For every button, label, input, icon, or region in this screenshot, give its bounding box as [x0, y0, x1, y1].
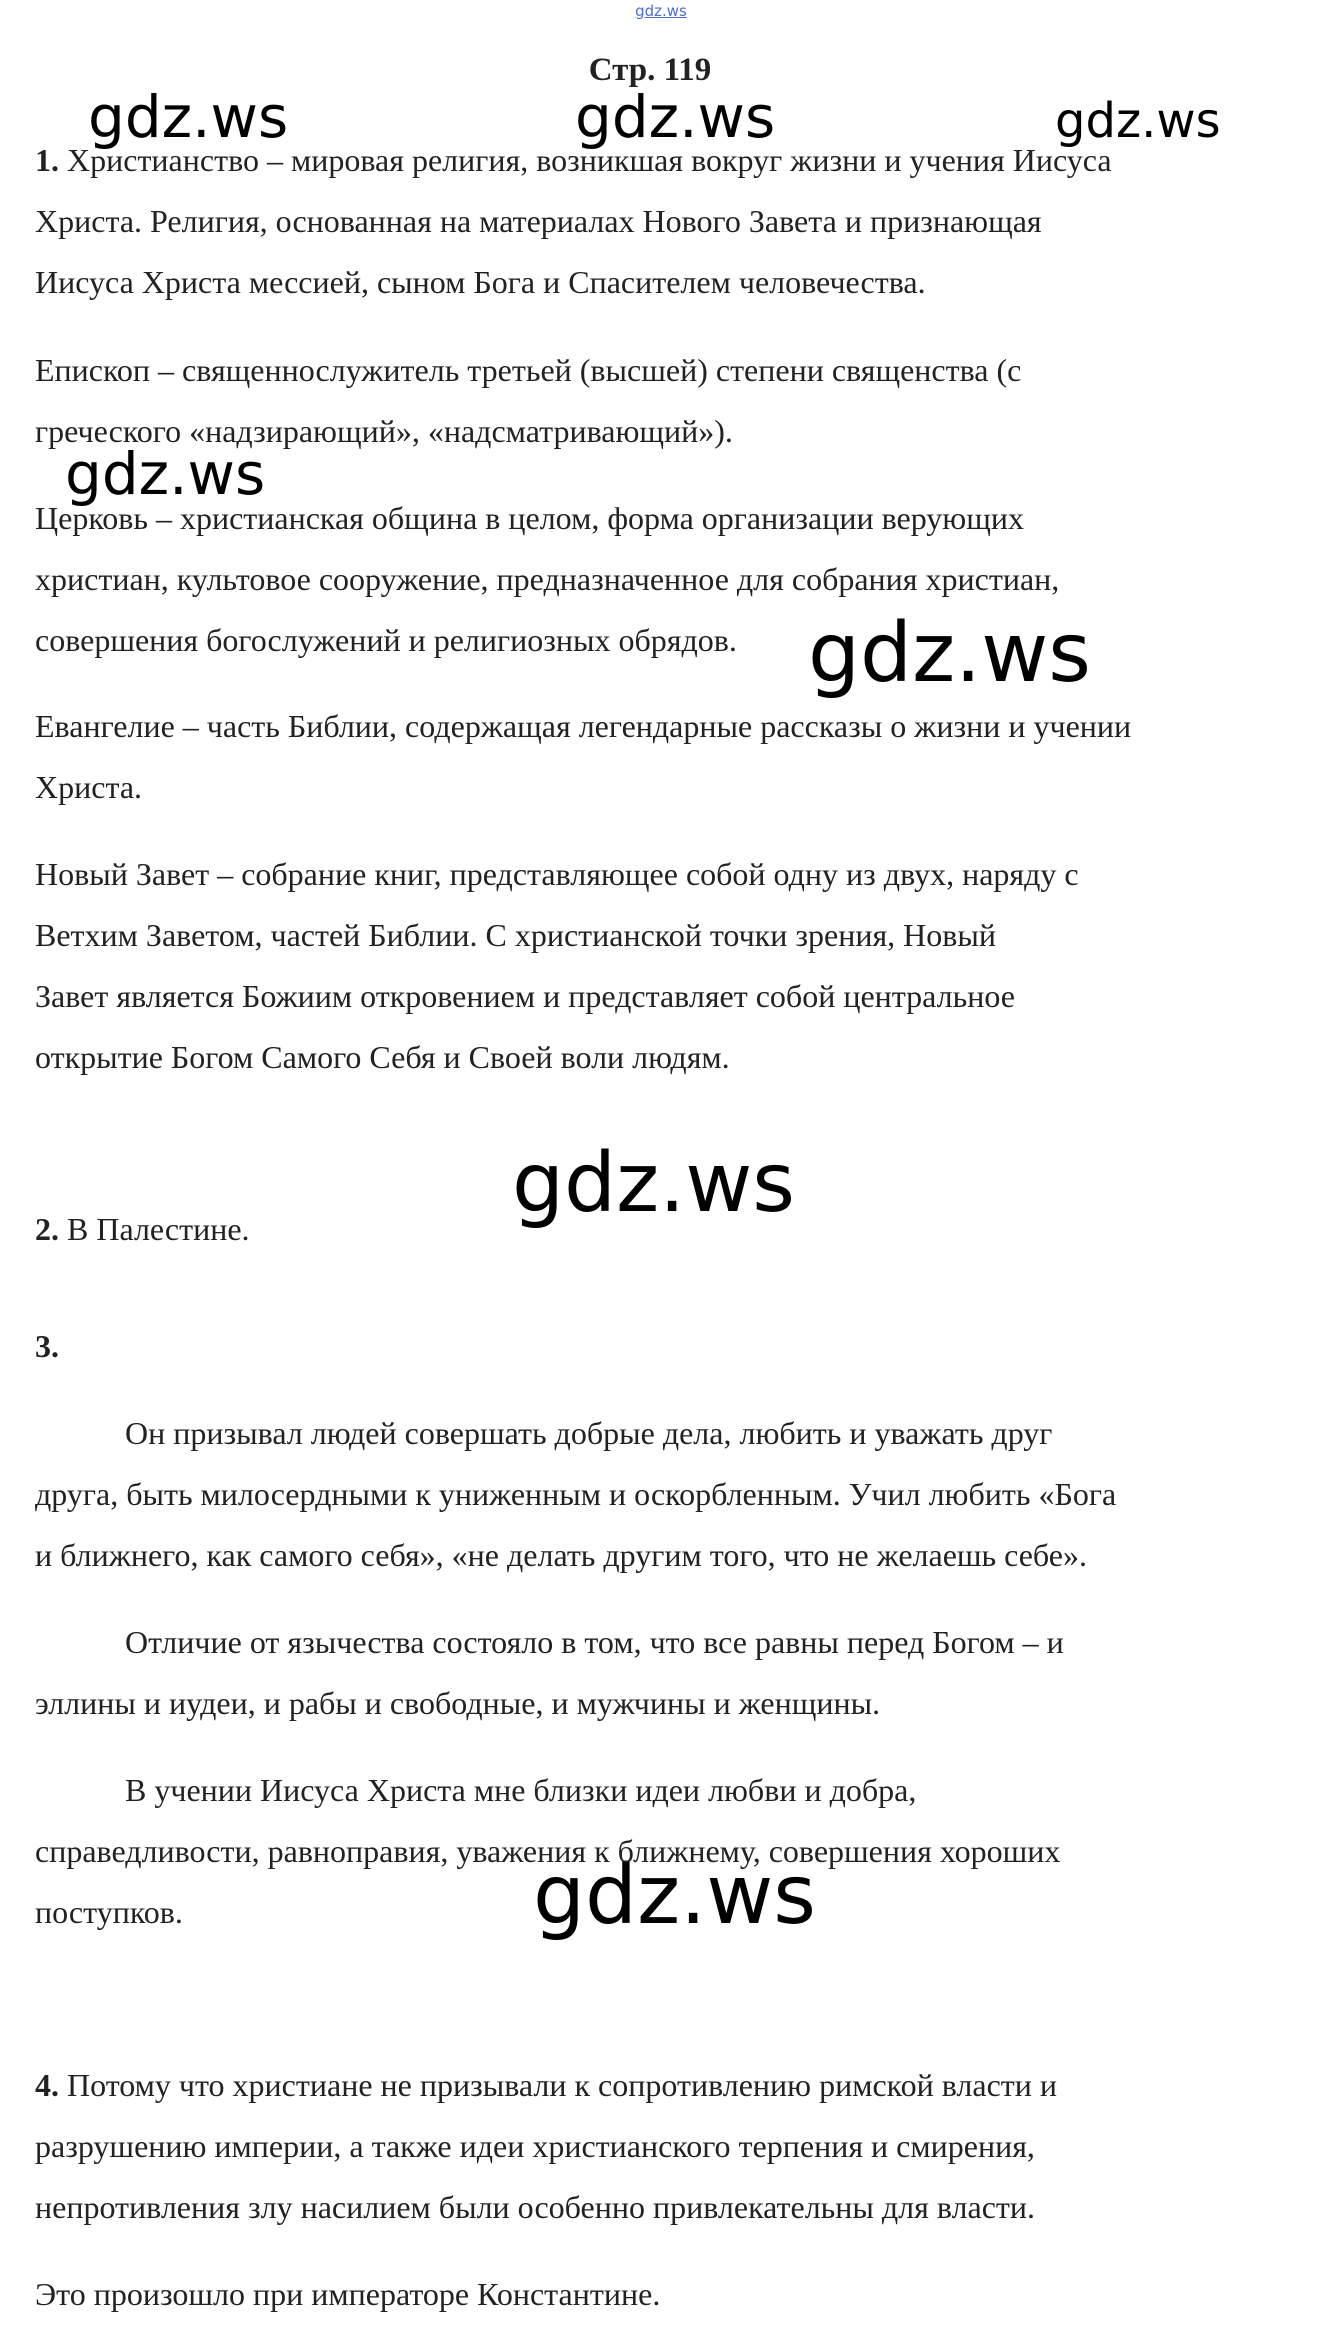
- answer-4-number: 4.: [35, 2067, 59, 2103]
- answer-2-number: 2.: [35, 1211, 59, 1247]
- answer-3-paragraph: эллины и иудеи, и рабы и свободные, и мужчины и женщины.: [35, 1685, 881, 1721]
- bishop-definition: греческого «надзирающий», «надсматривающий»).: [35, 413, 733, 449]
- answer-3-paragraph: и ближнего, как самого себя», «не делать другим того, что не желаешь себе».: [35, 1537, 1087, 1573]
- answer-1-line: [35, 140, 1112, 180]
- page-title: Стр. 119: [588, 52, 712, 88]
- site-mark[interactable]: gdz.ws: [635, 2, 687, 20]
- new-testament-definition: Завет является Божиим откровением и представляет собой центральное: [35, 978, 1015, 1014]
- church-definition: христиан, культовое сооружение, предназначенное для собрания христиан,: [35, 561, 1060, 597]
- watermark: gdz.ws: [533, 1848, 816, 1943]
- new-testament-definition: Новый Завет – собрание книг, представляющее собой одну из двух, наряду с: [35, 856, 1079, 892]
- answer-3-number: 3.: [35, 1328, 59, 1364]
- watermark: gdz.ws: [65, 440, 266, 508]
- answer-4-paragraph: Потому что христиане не призывали к сопротивлению римской власти и: [67, 2067, 1057, 2103]
- watermark: gdz.ws: [1055, 93, 1221, 149]
- watermark: gdz.ws: [512, 1136, 795, 1231]
- answer-3-paragraph: поступков.: [35, 1894, 183, 1930]
- watermark: gdz.ws: [88, 83, 289, 151]
- answer-3-paragraph: Отличие от язычества состояло в том, что все равны перед Богом – и: [125, 1624, 1064, 1660]
- answer-4-paragraph: непротивления злу насилием были особенно привлекательны для власти.: [35, 2189, 1036, 2225]
- answer-3-paragraph: справедливости, равноправия, уважения к ближнему, совершения хороших: [35, 1833, 1061, 1869]
- new-testament-definition: открытие Богом Самого Себя и Своей воли людям.: [35, 1039, 730, 1075]
- christianity-definition: Христианство – мировая религия, возникшая вокруг жизни и учения Иисуса: [67, 142, 1112, 178]
- answer-4-paragraph: разрушению империи, а также идеи христианского терпения и смирения,: [35, 2128, 1035, 2164]
- answer-1-number: 1.: [35, 142, 59, 178]
- christianity-definition: Иисуса Христа мессией, сыном Бога и Спасителем человечества.: [35, 264, 926, 300]
- answer-3-paragraph: В учении Иисуса Христа мне близки идеи любви и добра,: [125, 1772, 917, 1808]
- bishop-definition: Епископ – священнослужитель третьей (высшей) степени священства (с: [35, 352, 1022, 388]
- answer-2-text: В Палестине.: [67, 1211, 250, 1247]
- answer-2: [35, 1209, 250, 1249]
- watermark: gdz.ws: [808, 606, 1091, 701]
- answer-4-paragraph: Это произошло при императоре Константине.: [35, 2276, 661, 2312]
- gospel-definition: Евангелие – часть Библии, содержащая легендарные рассказы о жизни и учении: [35, 708, 1132, 744]
- new-testament-definition: Ветхим Заветом, частей Библии. С христианской точки зрения, Новый: [35, 917, 996, 953]
- answer-3-paragraph: друга, быть милосердными к униженным и оскорбленным. Учил любить «Бога: [35, 1476, 1117, 1512]
- christianity-definition: Христа. Религия, основанная на материалах Нового Завета и признающая: [35, 203, 1042, 239]
- gospel-definition: Христа.: [35, 769, 143, 805]
- church-definition: совершения богослужений и религиозных обрядов.: [35, 622, 737, 658]
- answer-3-paragraph: Он призывал людей совершать добрые дела, любить и уважать друг: [125, 1415, 1053, 1451]
- watermark: gdz.ws: [575, 83, 776, 151]
- church-definition: Церковь – христианская община в целом, форма организации верующих: [35, 500, 1024, 536]
- answer-4-line: [35, 2065, 1057, 2105]
